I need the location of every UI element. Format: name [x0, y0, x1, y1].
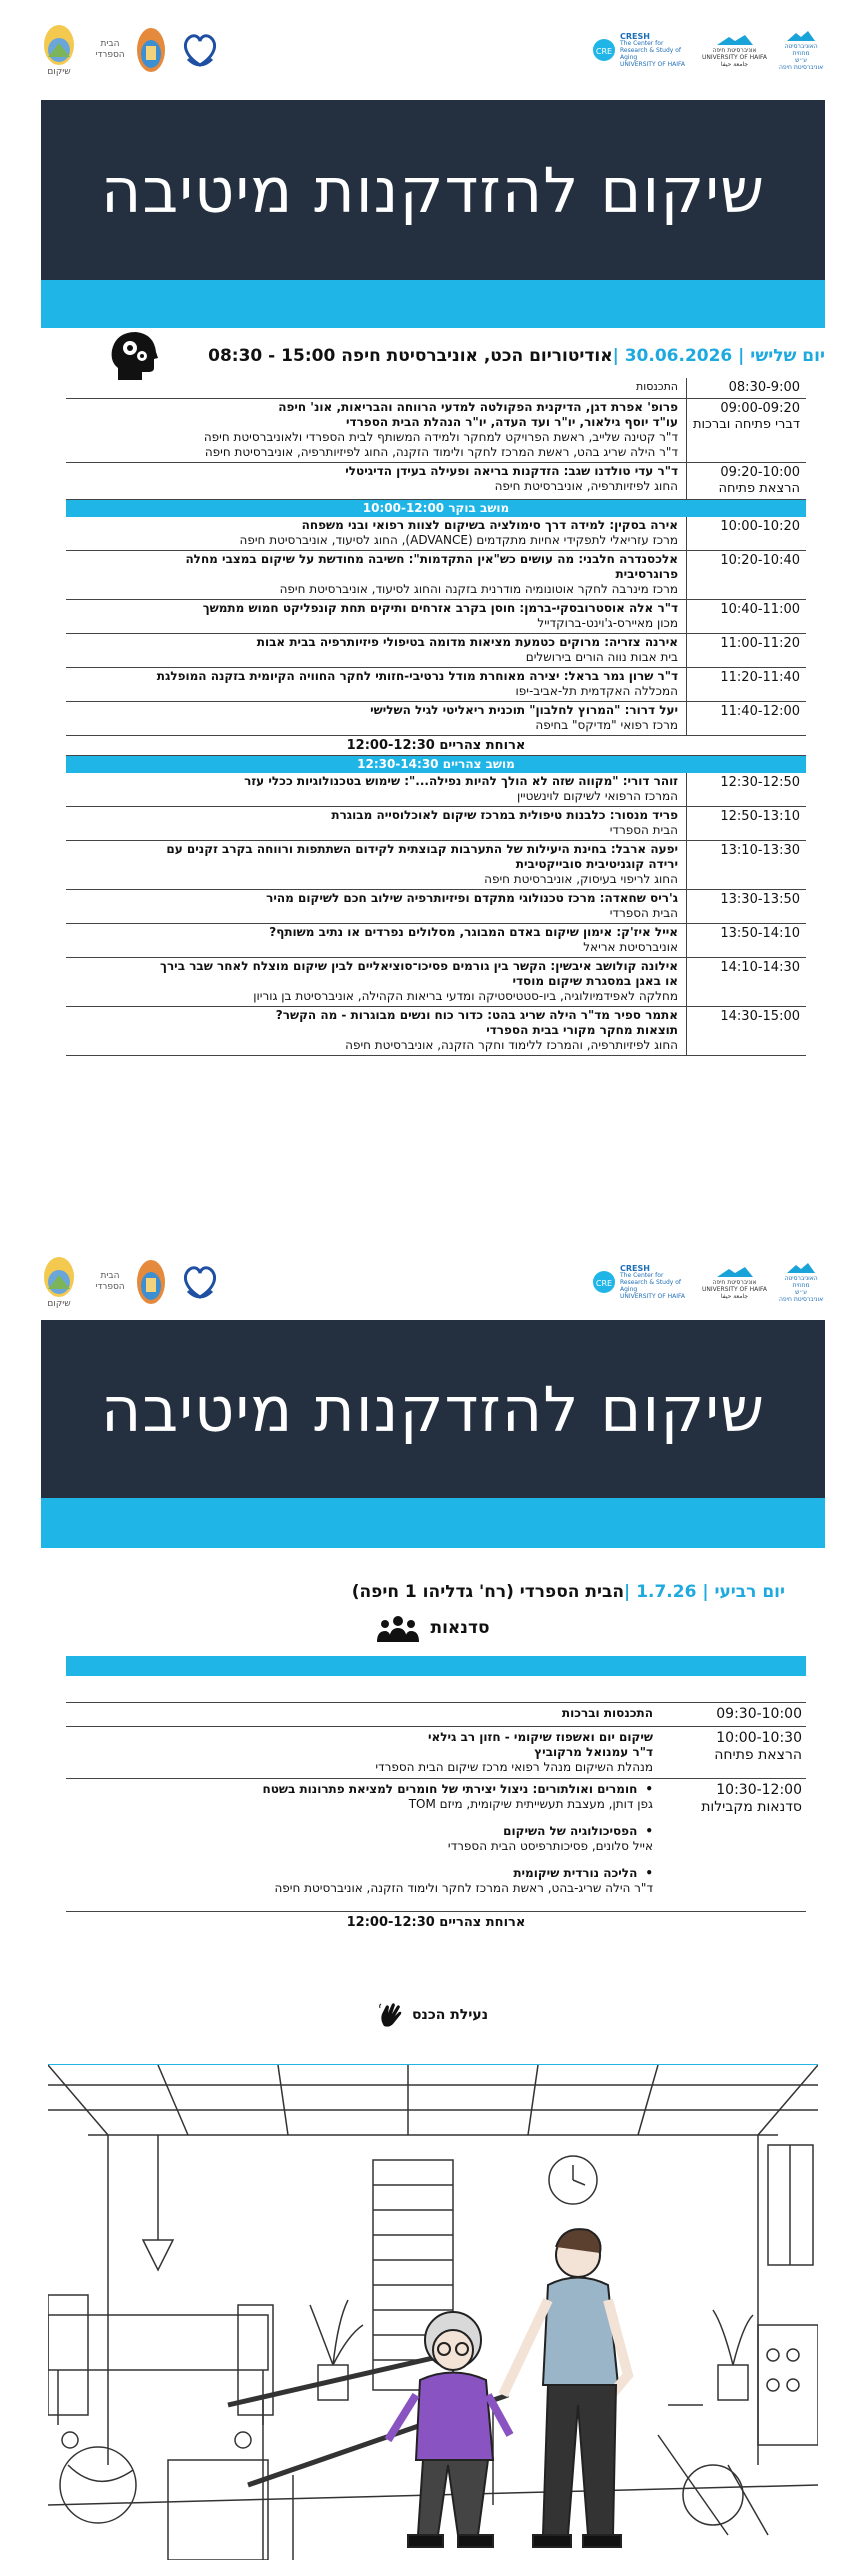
- schedule-row: [66, 668, 806, 702]
- talk-affiliation: אוניברסיטת אריאל: [583, 940, 678, 954]
- talk-affiliation: התכנסות: [635, 380, 678, 393]
- talk-cell: [66, 890, 686, 923]
- time-range: 10:30-12:00: [716, 1782, 802, 1798]
- talk-title: ירידה קוגניטיבית סובייקטיבית: [515, 857, 678, 871]
- talk-cell: [66, 702, 686, 735]
- bullet-icon: •: [645, 1824, 653, 1838]
- time-range: 11:00-11:20: [720, 636, 800, 651]
- title-banner-2: [41, 1320, 825, 1498]
- talk-affiliation: מרכז רפואי "מדיקס" בחיפה: [535, 718, 678, 732]
- talk-affiliation: המכללה האקדמית תל-אביב-יפו: [515, 684, 678, 698]
- heart-hands-logo: [180, 29, 220, 71]
- talk-cell: [66, 924, 686, 957]
- time-cell: [686, 890, 806, 923]
- session-cell: [66, 1727, 661, 1778]
- talk-cell: [66, 634, 686, 667]
- partner-logos-2: [42, 1252, 220, 1312]
- talk-affiliation: הבית הספרדי: [609, 823, 678, 837]
- schedule-row: [66, 399, 806, 463]
- schedule-row: [66, 702, 806, 736]
- session-cell: [66, 1779, 661, 1911]
- time-note: סדנאות מקבילות: [701, 1799, 802, 1815]
- time-range: 09:30-10:00: [716, 1706, 802, 1722]
- closing-line: [0, 2002, 866, 2028]
- time-range: 09:00-09:20: [720, 401, 800, 416]
- day1-schedule: [66, 378, 806, 1056]
- talk-title: יפעה ארבל: בחינת היעילות של התערבות קבוצתית לקידום השתתפות ורווחה בקרב זקנים עם: [166, 842, 678, 856]
- sfaradi-house-logo: הבית הספרדי: [90, 26, 166, 74]
- talk-title: פרופ' אפרת דגן, הדיקנית הפקולטה למדעי הרווחה והבריאות, אונ' חיפה: [278, 400, 678, 414]
- talk-cell: [66, 463, 686, 499]
- time-range: 13:30-13:50: [720, 892, 800, 907]
- workshop-title: הליכה נורדית שיקומית: [513, 1866, 638, 1880]
- rehab-illustration: [48, 2065, 818, 2560]
- time-cell: [686, 463, 806, 499]
- workshop-item: [74, 1866, 653, 1896]
- closing-text: נעילת הכנס: [411, 2007, 489, 2023]
- page-title: שיקום להזדקנות מיטיבה: [100, 153, 766, 227]
- time-range: 10:00-10:30: [716, 1730, 802, 1746]
- time-cell: [686, 702, 806, 735]
- talk-affiliation: הבית הספרדי: [609, 906, 678, 920]
- workshop-item: [74, 1782, 653, 1812]
- workshop-item: [74, 1824, 653, 1854]
- talk-cell: [66, 399, 686, 462]
- talk-title: אילונה קולושב איבשין: הקשר בין גורמים פסיכו־סוציאליים לבין שיקום מוצלח לאחר שבר בירך: [160, 959, 678, 973]
- time-cell: [686, 634, 806, 667]
- schedule-row: [66, 1007, 806, 1056]
- schedule-row: [66, 551, 806, 600]
- talk-affiliation: מרכז עזריאלי לתפקידי אחיות מתקדמים (ADVANCE), החוג לסיעוד, אוניברסיטת חיפה: [239, 533, 678, 547]
- talk-cell: [66, 958, 686, 1006]
- session-cell: [66, 1703, 661, 1726]
- schedule-row: [66, 958, 806, 1007]
- talk-affiliation: החוג לריפוי בעיסוק, אוניברסיטת חיפה: [484, 872, 678, 886]
- talk-title: יעל דרור: "המרוץ לחלבון" תוכנית ריאליטי לגיל השלישי: [370, 703, 678, 717]
- time-cell: [686, 517, 806, 550]
- talk-title: אלכסנדרה חלבני: מה עושים כש"אין התקדמות": חשיבה מחודשת על שיקום במצבי מחלה: [185, 552, 678, 566]
- time-cell: [686, 924, 806, 957]
- group-icon: [376, 1614, 420, 1642]
- schedule-row: [66, 773, 806, 807]
- day2-date: יום רביעי | 1.7.26 |: [624, 1582, 785, 1602]
- schedule-row: [66, 634, 806, 668]
- talk-cell: [66, 1007, 686, 1055]
- schedule-row: [66, 1779, 806, 1912]
- lunch-break: ארוחת צהריים 12:00-12:30: [66, 736, 806, 756]
- workshop-presenter: גפן דותן, מעצבת תעשייתית שיקומית, מיזם TOM: [408, 1797, 653, 1811]
- day1-header: [70, 338, 825, 374]
- workshop-presenter: אייל סלונים, פסיכותרפיסט הבית הספרדי: [447, 1839, 653, 1853]
- schedule-row: [66, 463, 806, 500]
- time-note: הרצאת פתיחה: [718, 481, 800, 496]
- partner-logos: [42, 20, 220, 80]
- heart-hands-logo: [180, 1261, 220, 1303]
- cresh-logo: CRE CRESH The Center for Research & Study of Aging UNIVERSITY OF HAIFA: [592, 1265, 690, 1300]
- svg-text:CRE: CRE: [595, 47, 613, 56]
- head-gears-icon: [108, 328, 160, 382]
- talk-cell: [66, 668, 686, 701]
- schedule-row: [66, 841, 806, 890]
- day2-header: [70, 1578, 785, 1606]
- time-cell: [686, 1007, 806, 1055]
- session-header: מושב צהריים 12:30-14:30: [66, 756, 806, 773]
- talk-title: או באגן במסגרת שיקום מוסדי: [512, 974, 678, 988]
- talk-affiliation: בית אבות נווה הורים בירושלים: [525, 650, 678, 664]
- time-range: 11:20-11:40: [720, 670, 800, 685]
- talk-affiliation: המרכז הרפואי לשיקום לוינשטיין: [516, 789, 678, 803]
- lunch-break: ארוחת צהריים 12:00-12:30: [346, 1915, 526, 1930]
- talk-title: תוצאות מחקר מקורי בבית הספרדי: [486, 1023, 678, 1037]
- time-cell: [686, 668, 806, 701]
- talk-title: התכנסות וברכות: [561, 1706, 653, 1720]
- schedule-row: [66, 378, 806, 399]
- talk-title: ד"ר אלה אוסטרובסקי-ברמן: חוסן בקרב אזרחים ותיקים תחת קונפליקט חמוש מתמשך: [202, 601, 678, 615]
- talk-cell: [66, 517, 686, 550]
- talk-title: אייל איז'ק: אימון שיקום באדם המבוגר, מסלולים נפרדים או נתיב משותף?: [269, 925, 678, 939]
- schedule-row: [66, 807, 806, 841]
- talk-title: אתמר ספיר מד"ר הילה שריג בהט: כדור כוח ונשים מבוגרות - מה הקשר?: [275, 1008, 678, 1022]
- time-note: הרצאת פתיחה: [714, 1747, 802, 1763]
- time-cell: [661, 1727, 806, 1778]
- workshop-presenter: ד"ר הילה שריג-בהט, ראשת המרכז לחקר ולימוד הזקנה, אוניברסיטת חיפה: [274, 1881, 653, 1895]
- university-logos-2: [592, 1252, 823, 1312]
- rehab-logo: שיקום: [42, 1255, 76, 1310]
- talk-affiliation: ד"ר הילה שריג בהט, ראשת המרכז לחקר ולימוד הזקנה, החוג לפיזיותרפיה, אוניברסיטת חיפה: [204, 445, 678, 459]
- time-cell: [686, 399, 806, 462]
- time-cell: [686, 600, 806, 633]
- talk-cell: [66, 378, 686, 398]
- talk-title: אירה בסקין: למידה דרך סימולציה בשיקום לצוות רפואי ובני משפחה: [301, 518, 678, 532]
- page-title-2: שיקום להזדקנות מיטיבה: [100, 1372, 766, 1446]
- university-of-haifa-wordmark: אוניברסיטת חיפה UNIVERSITY OF HAIFA جامعة حيفا: [702, 1265, 767, 1300]
- talk-title: זוהר דורי: "מקווה שזה לא הולך להיות נפילה...": שימוש בטכנולוגיות ככלי עזר: [244, 774, 678, 788]
- session-header: מושב בוקר 10:00-12:00: [66, 500, 806, 517]
- time-cell: [686, 807, 806, 840]
- talk-title: ד"ר עדי טולדנו שגב: הזדקנות בריאה ופעילה בעידן הדיגיטלי: [345, 464, 678, 478]
- waving-hand-icon: [378, 2002, 404, 2028]
- talk-affiliation: מנהלת השיקום מנהל רפואי מרכז שיקום הבית הספרדי: [375, 1760, 653, 1774]
- day1-date: יום שלישי | 30.06.2026 |: [612, 346, 825, 366]
- workshops-heading: [0, 1614, 866, 1642]
- rehab-logo: שיקום: [42, 23, 76, 78]
- time-note: דברי פתיחה וברכות: [692, 417, 800, 432]
- talk-affiliation: ד"ר קטינה שלייב, ראשת הפרויקט למחקר ולמידה המשותף לבית הספרדי ולאוניברסיטת חיפה: [203, 430, 678, 444]
- time-range: 13:10-13:30: [720, 843, 800, 858]
- talk-title: ד"ר עמנואל מרקוביץ: [534, 1745, 653, 1759]
- schedule-row: [66, 1703, 806, 1727]
- talk-title: ד"ר שרון גמר בראל: יצירה מאוחרת מודל נרטיבי-חזותי לחקר החוויה הקיומית בזקנה המופלגת: [156, 669, 678, 683]
- cyan-stripe-1: [41, 280, 825, 328]
- day2-schedule: [66, 1702, 806, 1933]
- time-cell: [686, 841, 806, 889]
- sfaradi-house-logo: הבית הספרדי: [90, 1258, 166, 1306]
- schedule-row: [66, 600, 806, 634]
- talk-title: פריד מנסור: כלבנות טיפולית במרכז שיקום לאוכלוסייה מבוגרת: [331, 808, 678, 822]
- bullet-icon: •: [645, 1866, 653, 1880]
- talk-cell: [66, 773, 686, 806]
- talk-affiliation: מכון מאיירס-ג'וינט-ברוקדייל: [537, 616, 678, 630]
- talk-title: שיקום יום ואשפוז שיקומי - חזון רב גילאי: [427, 1730, 653, 1744]
- talk-cell: [66, 600, 686, 633]
- talk-affiliation: מחלקה לאפידמיולוגיה, ביו-סטטיסטיקה ומדעי בריאות הקהילה, אוניברסיטת בן גוריון: [253, 989, 678, 1003]
- time-range: 12:30-12:50: [720, 775, 800, 790]
- schedule-row: [66, 1727, 806, 1779]
- cresh-logo: CRE CRESH The Center for Research & Study of Aging UNIVERSITY OF HAIFA: [592, 33, 690, 68]
- schedule-row: [66, 517, 806, 551]
- time-cell: [661, 1703, 806, 1726]
- time-range: 14:30-15:00: [720, 1009, 800, 1024]
- talk-cell: [66, 807, 686, 840]
- logo-bar-1: [0, 0, 866, 90]
- logo-bar-2: [0, 1232, 866, 1322]
- time-range: 13:50-14:10: [720, 926, 800, 941]
- day2-venue: הבית הספרדי (רח' גדליהו 1 חיפה): [351, 1582, 625, 1602]
- time-range: 10:00-10:20: [720, 519, 800, 534]
- time-range: 14:10-14:30: [720, 960, 800, 975]
- time-cell: [686, 773, 806, 806]
- cyan-bar-day2: [66, 1656, 806, 1676]
- talk-cell: [66, 841, 686, 889]
- workshop-title: הפסיכולוגיה של השיקום: [503, 1824, 638, 1838]
- talk-cell: [66, 551, 686, 599]
- talk-title: עו"ד יוסף גילאור, יו"ר ועד העדה, יו"ר הנהלת הבית הספרדי: [345, 415, 678, 429]
- time-cell: [686, 378, 806, 398]
- time-range: 08:30-9:00: [728, 380, 800, 395]
- time-range: 10:20-10:40: [720, 553, 800, 568]
- university-logos: [592, 20, 823, 80]
- talk-affiliation: מרכז מינרבה לחקר אוטונומיה מודרנית בזקנה והחוג לסיעוד, אוניברסיטת חיפה: [279, 582, 678, 596]
- bullet-icon: •: [645, 1782, 653, 1796]
- workshops-title: סדנאות: [430, 1618, 490, 1638]
- time-range: 10:40-11:00: [720, 602, 800, 617]
- time-range: 11:40-12:00: [720, 704, 800, 719]
- university-of-haifa-wordmark: אוניברסיטת חיפה UNIVERSITY OF HAIFA جامعة حيفا: [702, 33, 767, 68]
- talk-title: פרוגרסיבית: [615, 567, 678, 581]
- cyan-stripe-2: [41, 1498, 825, 1548]
- day1-venue: אודיטוריום הכט, אוניברסיטת חיפה 15:00 - 08:30: [208, 346, 613, 366]
- talk-title: ג'ריס שחאדה: מרכז טכנולוגי מתקדם ופיזיותרפיה שילוב חכם לשיקום מהיר: [266, 891, 678, 905]
- workshop-title: חומרים ואולתורים: ניצול יצירתי של חומרים למציאת פתרונות בשטח: [262, 1782, 638, 1796]
- title-banner-1: [41, 100, 825, 280]
- time-range: 09:20-10:00: [720, 465, 800, 480]
- time-cell: [661, 1779, 806, 1911]
- university-of-haifa-logo: האוניברסיטה מחוזית ע״ש אוניברסיטת חיפה: [779, 1261, 823, 1303]
- svg-text:CRE: CRE: [595, 1279, 613, 1288]
- time-cell: [686, 958, 806, 1006]
- talk-affiliation: החוג לפיזיותרפיה, אוניברסיטת חיפה: [494, 479, 678, 493]
- talk-title: אירנה צזריה: מרוקים כטמעת מציאות מדומה בטיפולי פיזיותרפיה בבית אבות: [256, 635, 678, 649]
- time-cell: [686, 551, 806, 599]
- schedule-row: [66, 924, 806, 958]
- time-range: 12:50-13:10: [720, 809, 800, 824]
- talk-affiliation: החוג לפיזיותרפיה, והמרכז ללימוד וחקר הזקנה, אוניברסיטת חיפה: [345, 1038, 678, 1052]
- schedule-row: [66, 890, 806, 924]
- university-of-haifa-logo: האוניברסיטה מחוזית ע״ש אוניברסיטת חיפה: [779, 29, 823, 71]
